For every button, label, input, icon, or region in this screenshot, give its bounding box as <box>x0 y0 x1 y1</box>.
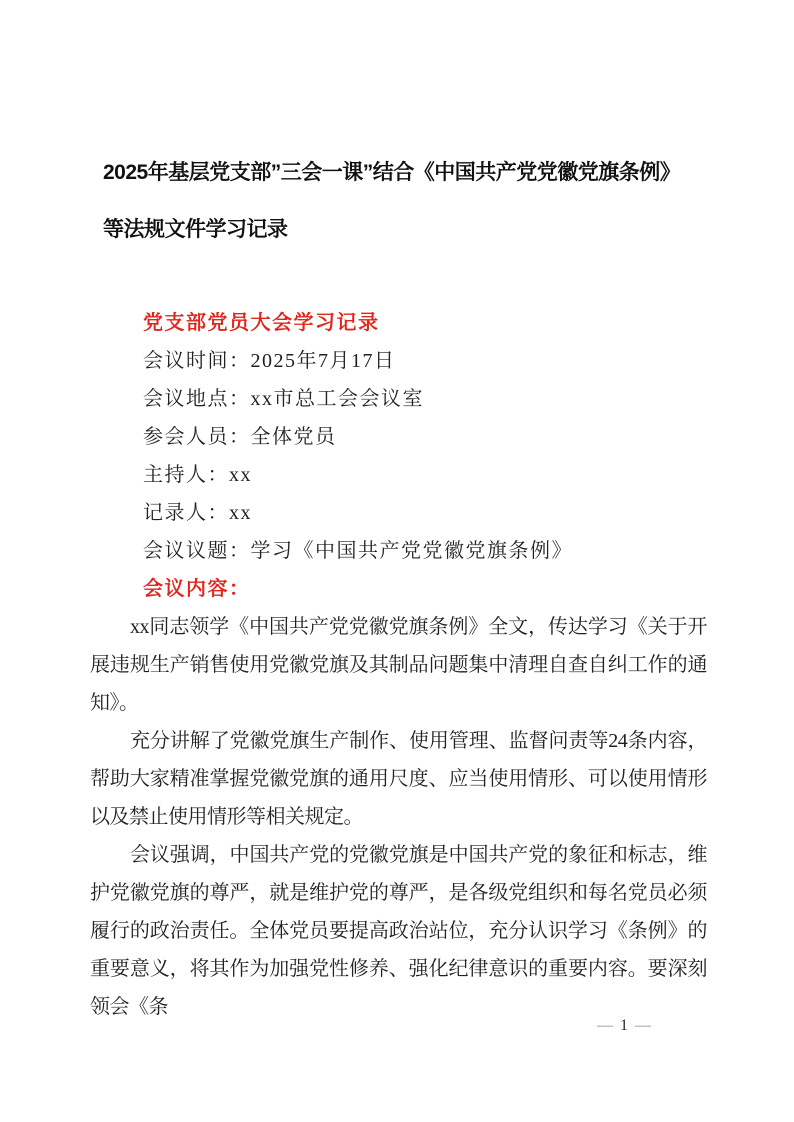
field-label: 参会人员： <box>143 426 251 448</box>
field-meeting-place <box>143 380 707 418</box>
page-number <box>590 1016 658 1036</box>
field-value: xx <box>229 502 252 524</box>
field-value: 全体党员 <box>250 426 337 448</box>
field-value: 学习《中国共产党党徽党旗条例》 <box>250 540 573 562</box>
field-label: 记录人： <box>143 502 229 524</box>
content-heading: 会议内容： <box>143 578 251 600</box>
field-topic <box>143 532 707 570</box>
field-value: 2025年7月17日 <box>250 350 396 372</box>
field-recorder <box>143 494 707 532</box>
field-label: 会议地点： <box>143 388 251 410</box>
field-host <box>143 456 707 494</box>
field-attendees <box>143 418 707 456</box>
record-heading: 党支部党员大会学习记录 <box>143 312 380 334</box>
field-label: 主持人： <box>143 464 229 486</box>
field-value: xx市总工会会议室 <box>250 388 424 410</box>
meeting-record-block <box>143 304 707 608</box>
document-title <box>103 144 707 258</box>
paragraph: 充分讲解了党徽党旗生产制作、使用管理、监督问责等24条内容，帮助大家精准掌握党徽党旗的通用尺度、应当使用情形、可以使用情形以及禁止使用情形等相关规定。 <box>90 730 707 828</box>
document-title-line-2: 等法规文件学习记录 <box>103 218 288 241</box>
field-meeting-time <box>143 342 707 380</box>
paragraph: xx同志领学《中国共产党党徽党旗条例》全文，传达学习《关于开展违规生产销售使用党徽党旗及其制品问题集中清理自查自纠工作的通知》。 <box>90 616 707 714</box>
paragraph: 会议强调，中国共产党的党徽党旗是中国共产党的象征和标志，维护党徽党旗的尊严，就是维护党的尊严，是各级党组织和每名党员必须履行的政治责任。全体党员要提高政治站位，充分认识学习《条例》的重要意义，将其作为加强党性修养、强化纪律意识的重要内容。要深刻领会《条 <box>90 844 707 1018</box>
document-title-line-1: 2025年基层党支部”三会一课”结合《中国共产党党徽党旗条例》 <box>103 161 681 184</box>
page-number-dash-left: — <box>597 1017 613 1034</box>
meeting-content-body <box>90 608 707 1026</box>
page-number-dash-right: — <box>635 1017 651 1034</box>
field-label: 会议时间： <box>143 350 251 372</box>
page-number-value: 1 <box>620 1017 628 1034</box>
field-label: 会议议题： <box>143 540 251 562</box>
field-value: xx <box>229 464 252 486</box>
